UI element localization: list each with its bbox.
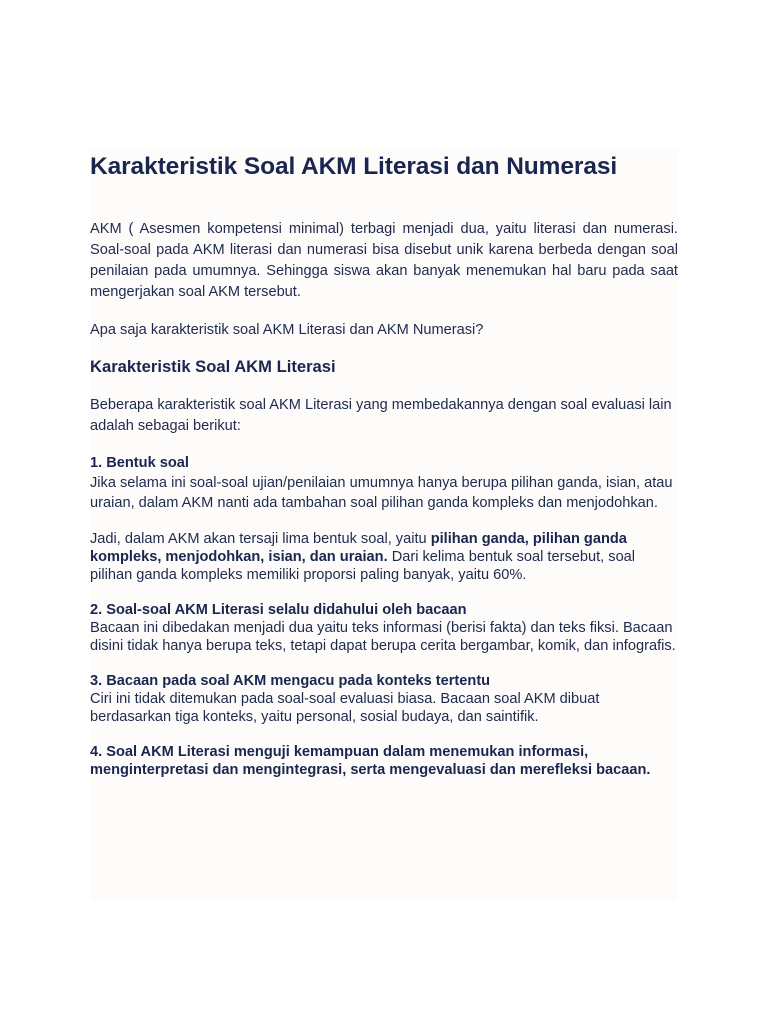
page-title: Karakteristik Soal AKM Literasi dan Numerasi (90, 153, 618, 180)
intro-paragraph: AKM ( Asesmen kompetensi minimal) terbagi menjadi dua, yaitu literasi dan numerasi. Soal-soal pada AKM literasi dan numerasi bisa disebut unik karena berbeda dengan soal penilaian pada umumnya. Sehingga siswa akan banyak menemukan hal baru pada saat mengerjakan soal AKM tersebut. (90, 221, 678, 300)
item-title: 3. Bacaan pada soal AKM mengacu pada konteks tertentu (90, 673, 491, 689)
summary-paragraph (90, 530, 678, 584)
list-item (90, 672, 678, 726)
item-title: 1. Bentuk soal (90, 455, 189, 471)
list-item (90, 601, 678, 655)
question-paragraph: Apa saja karakteristik soal AKM Literasi dan AKM Numerasi? (90, 322, 484, 338)
item-body: Ciri ini tidak ditemukan pada soal-soal evaluasi biasa. Bacaan soal AKM dibuat berdasarkan tiga konteks, yaitu personal, sosial budaya, dan saintifik. (90, 691, 600, 725)
item-body: Bacaan ini dibedakan menjadi dua yaitu teks informasi (berisi fakta) dan teks fiksi. Bacaan disini tidak hanya berupa teks, tetapi dapat berupa cerita bergambar, komik, dan infografis. (90, 620, 676, 654)
summary-bold-text: pilihan ganda, pilihan ganda kompleks, menjodohkan, isian, dan uraian. (90, 531, 627, 565)
section-heading: Karakteristik Soal AKM Literasi (90, 357, 336, 376)
lead-paragraph: Beberapa karakteristik soal AKM Literasi yang membedakannya dengan soal evaluasi lain adalah sebagai berikut: (90, 397, 672, 434)
item-title: 2. Soal-soal AKM Literasi selalu didahului oleh bacaan (90, 602, 467, 618)
summary-text: Jadi, dalam AKM akan tersaji lima bentuk soal, yaitu (90, 531, 431, 547)
item-title: 4. Soal AKM Literasi menguji kemampuan dalam menemukan informasi, menginterpretasi dan mengintegrasi, serta mengevaluasi dan merefleksi bacaan. (90, 744, 651, 778)
list-item (90, 743, 678, 779)
document-content (90, 150, 678, 779)
item-body: Jika selama ini soal-soal ujian/penilaian umumnya hanya berupa pilihan ganda, isian, atau uraian, dalam AKM nanti ada tambahan soal pilihan ganda kompleks dan menjodohkan. (90, 475, 673, 511)
list-item (90, 454, 678, 513)
summary-text-end: Dari kelima bentuk soal tersebut, soal pilihan ganda kompleks memiliki proporsi paling banyak, yaitu 60%. (90, 549, 636, 583)
